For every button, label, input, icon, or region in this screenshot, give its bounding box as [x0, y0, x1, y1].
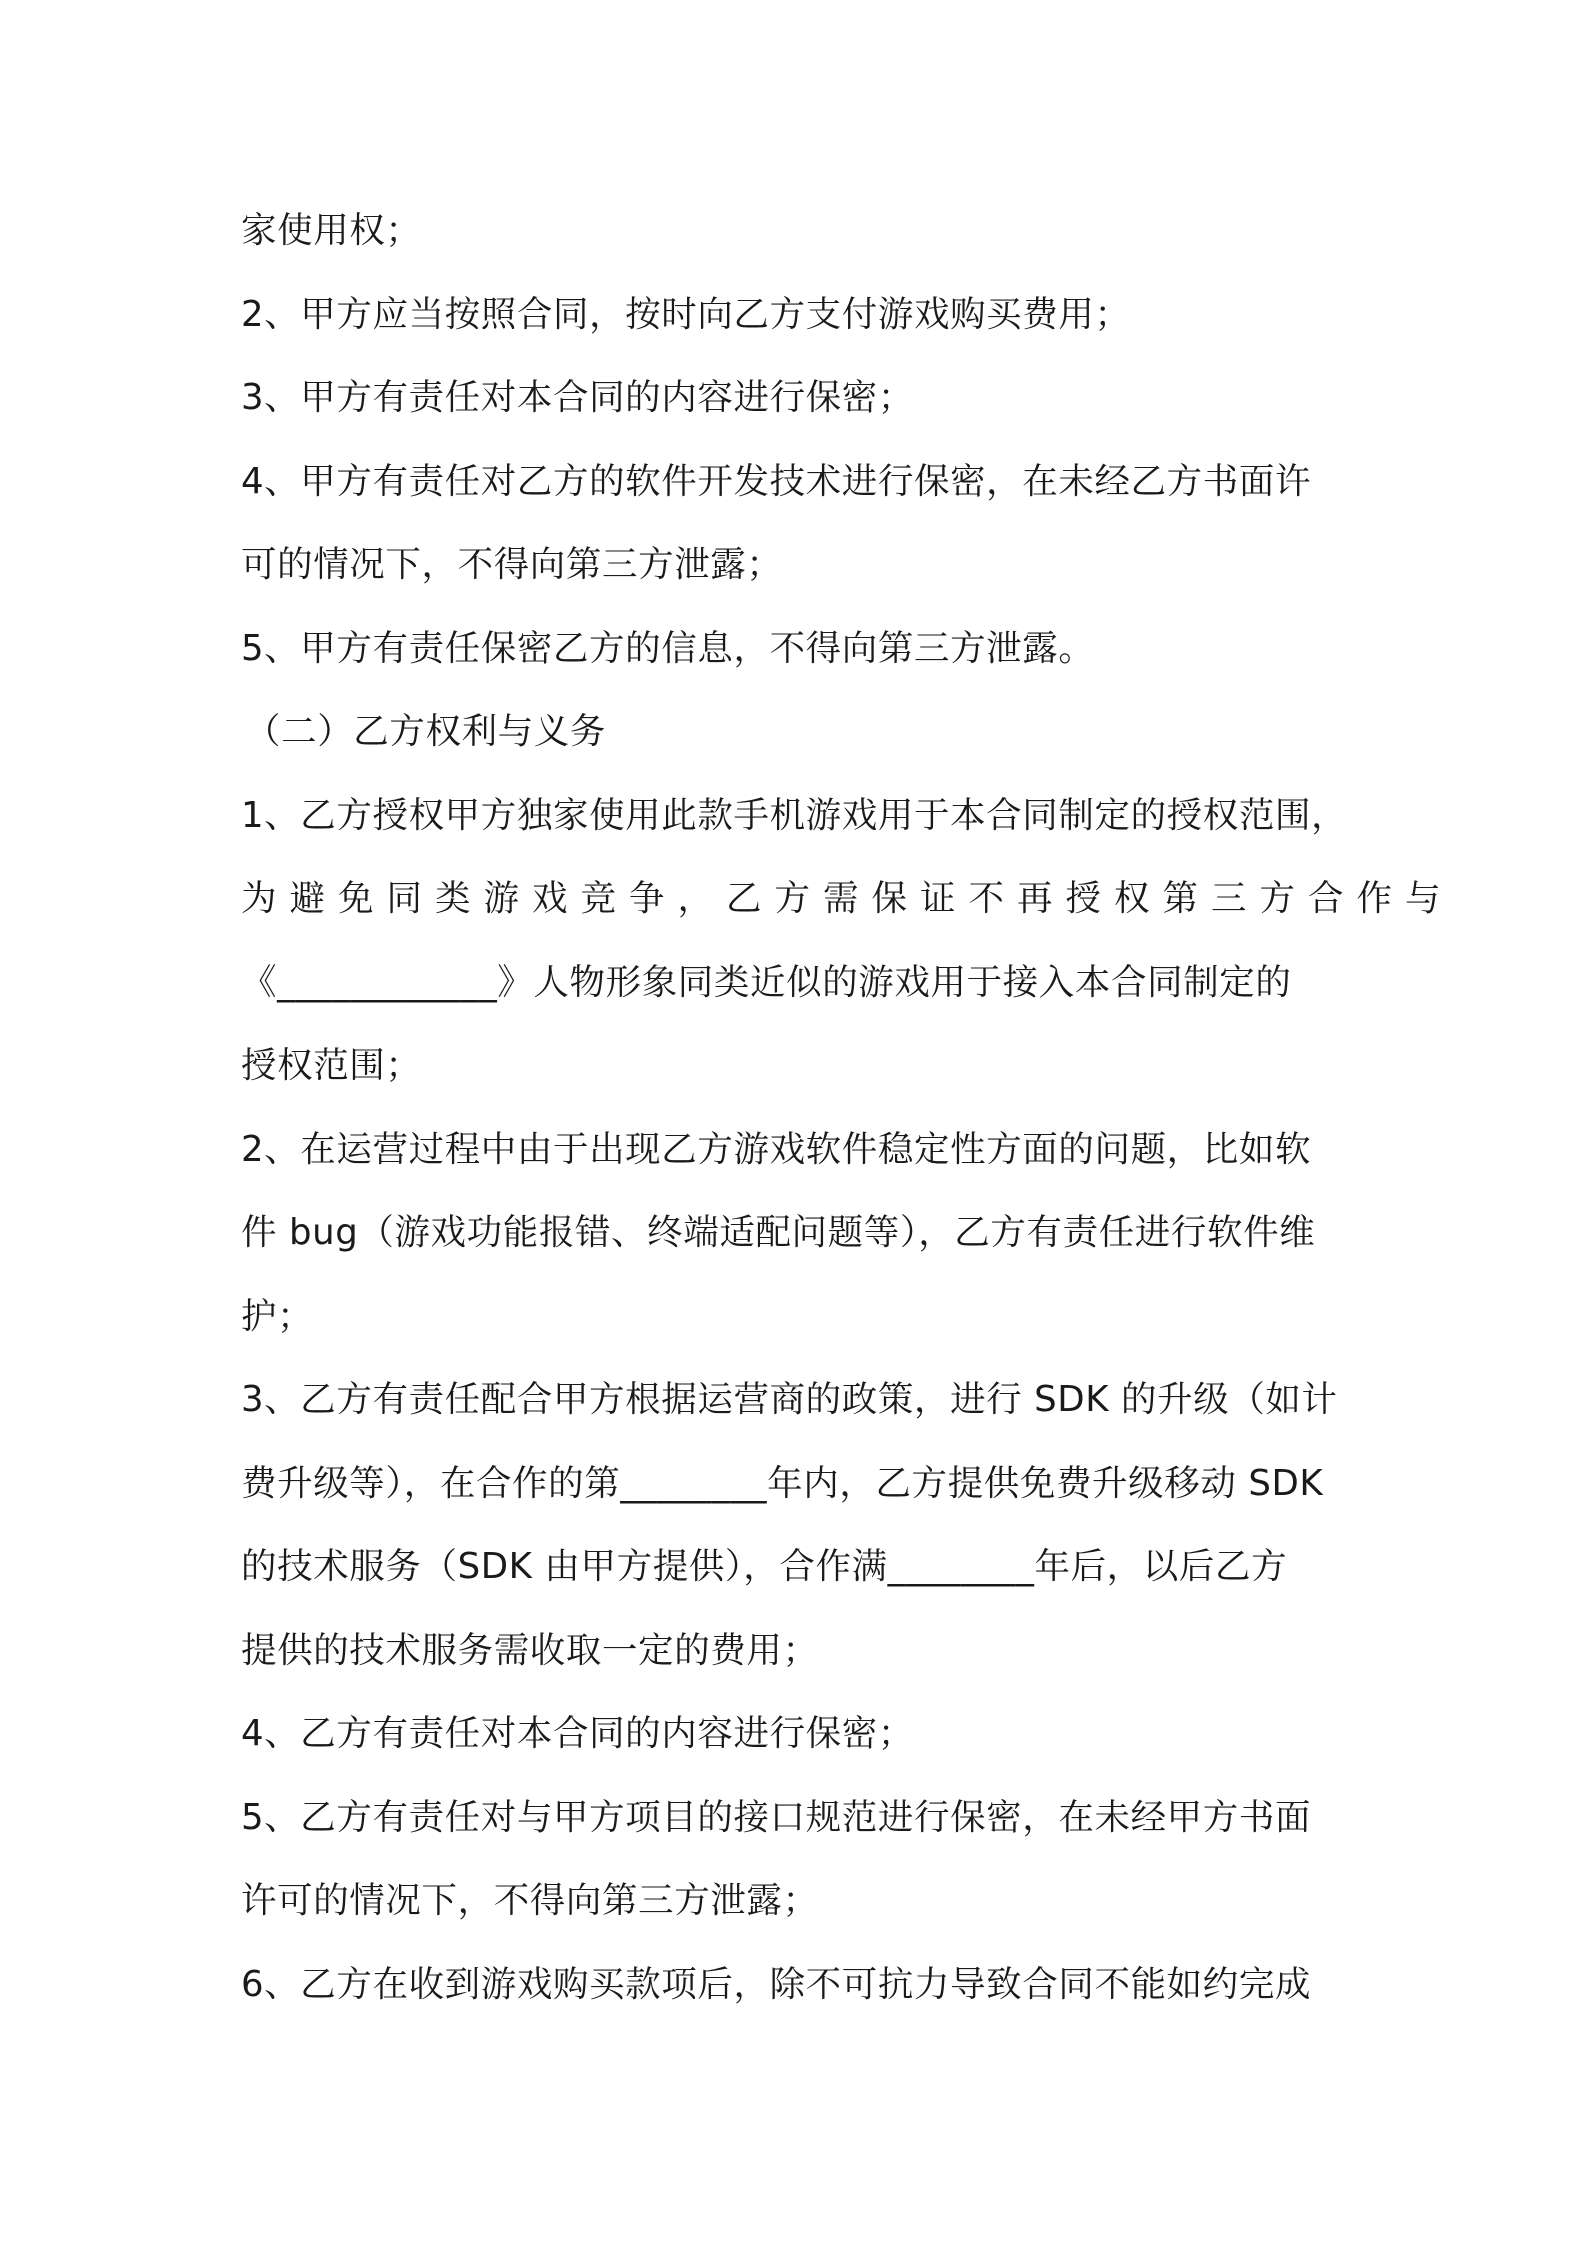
text-line: 家使用权；	[241, 210, 422, 251]
text-line: 护；	[241, 1295, 314, 1337]
text-line: 2、甲方应当按照合同，按时向乙方支付游戏购买费用；	[241, 293, 1131, 335]
text-line: 4、乙方有责任对本合同的内容进行保密；	[241, 1713, 914, 1754]
text-line: 1、乙方授权甲方独家使用此款手机游戏用于本合同制定的授权范围，	[241, 794, 1348, 836]
text-line: 件 bug（游戏功能报错、终端适配问题等），乙方有责任进行软件维	[241, 1212, 1316, 1253]
text-line: 为避免同类游戏竞争，乙方需保证不再授权第三方合作与	[241, 878, 1454, 919]
text-line: 5、乙方有责任对与甲方项目的接口规范进行保密，在未经甲方书面	[241, 1796, 1312, 1838]
text-line: 可的情况下，不得向第三方泄露；	[241, 544, 783, 585]
text-line: 许可的情况下，不得向第三方泄露；	[241, 1880, 819, 1921]
text-line: 的技术服务（SDK 由甲方提供），合作满________年后，以后乙方	[241, 1546, 1288, 1587]
text-line: 授权范围；	[241, 1045, 422, 1086]
text-line: 费升级等），在合作的第________年内，乙方提供免费升级移动 SDK	[241, 1462, 1324, 1504]
text-line: 2、在运营过程中由于出现乙方游戏软件稳定性方面的问题，比如软	[241, 1128, 1312, 1170]
text-line: 5、甲方有责任保密乙方的信息，不得向第三方泄露。	[241, 627, 1095, 669]
text-line: 3、甲方有责任对本合同的内容进行保密；	[241, 377, 914, 418]
text-line: 《____________》人物形象同类近似的游戏用于接入本合同制定的	[241, 961, 1292, 1003]
text-line: 4、甲方有责任对乙方的软件开发技术进行保密，在未经乙方书面许	[241, 460, 1312, 502]
text-line: 6、乙方在收到游戏购买款项后，除不可抗力导致合同不能如约完成	[241, 1963, 1312, 2005]
section-heading: （二）乙方权利与义务	[245, 711, 607, 752]
text-line: 提供的技术服务需收取一定的费用；	[241, 1629, 819, 1671]
text-line: 3、乙方有责任配合甲方根据运营商的政策，进行 SDK 的升级（如计	[241, 1379, 1338, 1420]
contract-text	[241, 196, 1454, 2033]
